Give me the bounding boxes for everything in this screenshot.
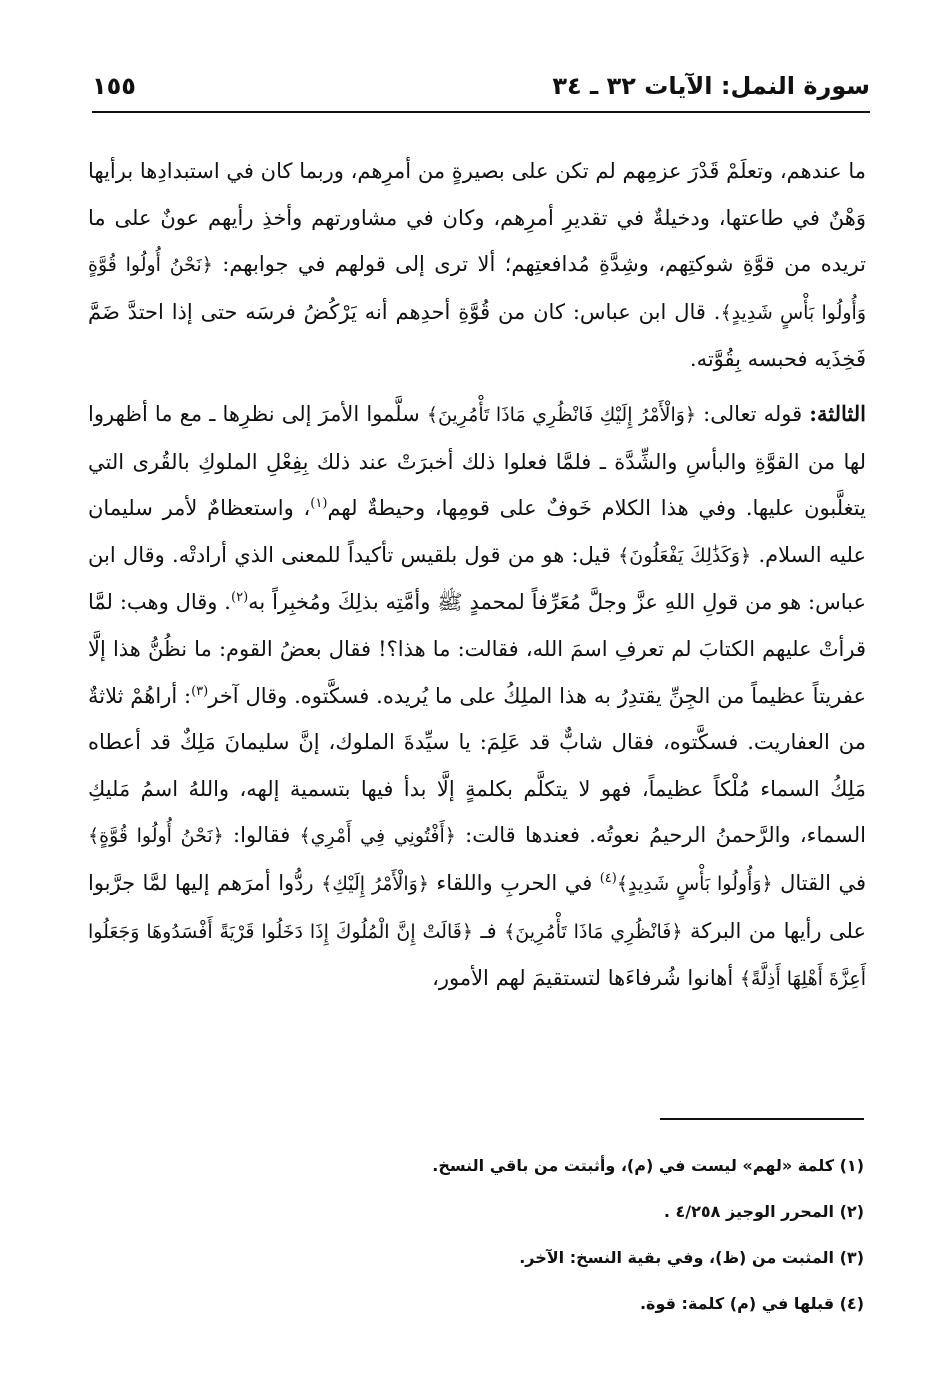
footnote-2: (٢) المحرر الوجيز ٤/٢٥٨ .: [663, 1202, 864, 1221]
text-segment: أهانوا شُرفاءَها لتستقيمَ لهم الأمور،: [432, 966, 740, 991]
footnote-3: (٣) المثبت من (ظ)، وفي بقية النسخ: الآخر.: [519, 1248, 864, 1267]
header-rule: [92, 111, 870, 113]
quran-verse: ﴿فَانْظُرِي مَاذَا تَأْمُرِينَ﴾: [504, 920, 683, 943]
text-segment: قيل: هو من قول بلقيس تأكيداً للمعنى الذي أرادتْه. وقال ابن عباس: هو من قولِ اللهِ عزَّ وجلَّ مُعَرِّفاً لمحمدٍ ﷺ وأمَّتِه بذلِكَ ومُخبِراً به: [88, 542, 867, 615]
paragraph-2: [88, 391, 866, 1003]
footnote-ref[interactable]: (١): [310, 496, 328, 512]
text-segment: في القتال: [772, 870, 866, 895]
section-lead: الثالثة:: [809, 400, 866, 426]
footnote-4: (٤) قبلها في (م) كلمة: قوة.: [639, 1294, 864, 1313]
footnote-ref[interactable]: (٣): [191, 683, 209, 699]
footnote-ref[interactable]: (٤): [599, 870, 617, 886]
page-number: ١٥٥: [92, 72, 136, 100]
running-title: سورة النمل: الآيات ٣٢ ـ ٣٤: [552, 72, 870, 100]
footnote-1: (١) كلمة «لهم» ليست في (م)، وأثبتت من باقي النسخ.: [432, 1156, 864, 1175]
text-segment: ما عندهم، وتعلَمْ قَدْرَ عزمِهم لم تكن على بصيرةٍ من أمرِهم، وربما كان في استبدادِها برأيها وَهْنٌ في طاعتها، ودخيلةٌ في تقديرِ أمرِهم، وكان في مشاورتهم وأخذِ رأيهم عونٌ على ما تريده من قوَّةِ شوكتِهم، وشِدَّةِ مُدافعتِهم؛ ألا ترى إلى قولهم في جوابهم:: [88, 159, 867, 277]
text-segment: فـ: [472, 918, 505, 943]
text-segment: : أراهُمْ ثلاثةٌ من العفاريت. فسكَّتوه، فقال شابٌّ قد عَلِمَ: يا سيِّدةَ الملوك، إنَّ سليمانَ مَلِكٌ قد أعطاه مَلِكُ السماء مُلْكاً عظيماً، فهو لا يتكلَّم بكلمةٍ إلَّا بدأ فيها بتسمية إلهه، واللهُ اسمُ مَليكِ السماء، والرَّحمنُ الرحيمُ نعوتُه. فعندها قالت:: [88, 683, 866, 848]
quran-verse: ﴿قَالَتْ إِنَّ الْمُلُوكَ إِذَا دَخَلُوا قَرْيَةً أَفْسَدُوهَا وَجَعَلُوا أَعِزَّةَ أَهْلِهَا أَذِلَّةً﴾: [88, 920, 866, 991]
text-segment: . قال ابن عباس: كان من قُوَّةِ أحدِهم أنه يَرْكُضُ فرسَه حتى إذا احتدَّ ضَمَّ فَخِذَيه فحبسه بِقُوَّته.: [88, 299, 866, 372]
text-segment: فقالوا:: [223, 823, 300, 848]
quran-verse: ﴿نَحْنُ أُولُوا قُوَّةٍ وَأُولُوا بَأْسٍ شَدِيدٍ﴾: [88, 254, 866, 324]
footnote-ref[interactable]: (٢): [231, 590, 249, 606]
paragraph-spacer: [88, 383, 866, 391]
quran-verse: ﴿وَأُولُوا بَأْسٍ شَدِيدٍ﴾: [616, 872, 773, 895]
text-segment: سلَّموا الأمرَ إلى نظرِها ـ مع ما أظهروا لها من القوَّةِ والبأسِ والشِّدَّة ـ فلمَّا فعلوا ذلك أخبرَتْ عند ذلك بِفِعْلِ الملوكِ بالقُرى التي يتغلَّبون عليها. وفي هذا الكلام خَوفٌ على قومِها، وحيطةٌ لهم: [88, 401, 866, 521]
quran-verse: ﴿وَكَذَٰلِكَ يَفْعَلُونَ﴾: [618, 544, 752, 567]
quran-verse: ﴿نَحْنُ أُولُوا قُوَّةٍ﴾: [88, 825, 224, 848]
footnote-separator: [660, 1118, 864, 1120]
text-segment: . وقال وهب: لمَّا قرأتْ عليهم الكتابَ لم تعرفِ اسمَ الله، فقالت: ما هذا؟! فقال بعضُ القوم: ما نظُنُّ هذا إلَّا عفريتاً عظيماً من الجِنِّ يقتدِرُ به هذا الملِكُ على ما يُريده. فسكَّتوه. وقال آخر: [88, 590, 867, 708]
text-segment: ، واستعظامٌ لأمر سليمان عليه السلام.: [88, 496, 866, 567]
quran-verse: ﴿وَالْأَمْرُ إِلَيْكِ فَانْظُرِي مَاذَا تَأْمُرِينَ﴾: [426, 403, 697, 426]
quran-verse: ﴿أَفْتُونِي فِي أَمْرِي﴾: [299, 825, 456, 848]
main-text: [88, 148, 866, 1003]
page-header: [92, 66, 870, 106]
text-segment: ردُّوا أمرَهم إليها لمَّا جرَّبوا على رأيها من البركة: [88, 870, 867, 943]
quran-verse: ﴿وَالْأَمْرُ إِلَيْكِ﴾: [321, 872, 429, 895]
footnotes: [88, 1146, 864, 1330]
text-segment: في الحربِ واللقاء: [428, 870, 600, 895]
paragraph-1: [88, 148, 866, 383]
text-segment: قوله تعالى:: [696, 401, 810, 426]
